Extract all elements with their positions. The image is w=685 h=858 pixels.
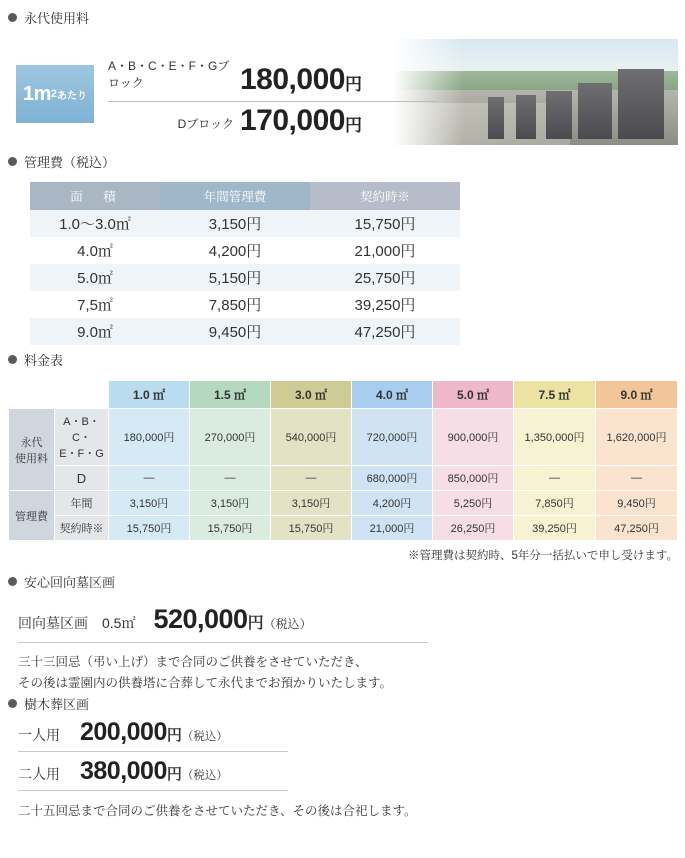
section-ekoubo <box>8 572 678 693</box>
column-header-size-6: 7.5 ㎡ <box>514 381 596 409</box>
jumokusou-tax-note-single: （税込） <box>181 731 228 743</box>
cell-value: 900,000円 <box>433 409 514 466</box>
bullet-icon <box>8 157 17 166</box>
cell-value: 3,150円 <box>190 491 271 516</box>
photo-gravestone <box>516 95 536 139</box>
table-row <box>9 516 678 541</box>
ekoubo-price-line <box>18 604 428 643</box>
table-row <box>9 409 678 466</box>
ekoubo-tax-note: （税込） <box>263 617 312 631</box>
cell-value: 270,000円 <box>190 409 271 466</box>
cell-contract: 25,750円 <box>310 264 460 291</box>
ekoubo-yen: 円 <box>247 615 264 632</box>
row-header-abcefg-line2: E・F・G <box>59 448 104 460</box>
column-header-size-4: 4.0 ㎡ <box>352 381 433 409</box>
cell-value: 3,150円 <box>109 491 190 516</box>
cell-value: — <box>109 466 190 491</box>
cell-annual: 7,850円 <box>160 291 310 318</box>
section-heading-jumoku <box>8 694 678 713</box>
cell-value: 180,000円 <box>109 409 190 466</box>
section-heading-ekou-label: 安心回向墓区画 <box>24 575 116 590</box>
cell-value: 21,000円 <box>352 516 433 541</box>
table-row <box>30 210 460 237</box>
cell-value: 680,000円 <box>352 466 433 491</box>
section-heading-eitai <box>8 8 678 27</box>
jumokusou-amount-double: 380,000 <box>80 757 167 785</box>
cell-value: — <box>271 466 352 491</box>
cell-annual: 4,200円 <box>160 237 310 264</box>
section-heading-kanri <box>8 152 678 171</box>
bullet-icon <box>8 699 17 708</box>
kanrihi-table <box>30 182 460 345</box>
table-row <box>9 491 678 516</box>
price-row-label: Dブロック <box>177 117 234 131</box>
jumokusou-amount-single: 200,000 <box>80 718 167 746</box>
eitai-price-rows <box>108 53 438 142</box>
section-heading-ekou <box>8 572 678 591</box>
price-row-amount: 180,000 <box>240 63 345 96</box>
photo-gravestone <box>618 69 664 139</box>
row-header-contract: 契約時※ <box>55 516 109 541</box>
cell-value: 15,750円 <box>190 516 271 541</box>
cell-value: — <box>190 466 271 491</box>
cell-value: 47,250円 <box>596 516 678 541</box>
section-eitai-shiyouryou <box>8 8 678 145</box>
cell-contract: 15,750円 <box>310 210 460 237</box>
jumokusou-yen-double: 円 <box>166 766 182 783</box>
table-row <box>9 466 678 491</box>
table-row <box>30 264 460 291</box>
section-heading-ryokin-label: 料金表 <box>24 353 64 368</box>
section-jumokusou <box>8 694 678 819</box>
section-heading-jumoku-label: 樹木葬区画 <box>24 697 90 712</box>
price-row-label: A・B・C・E・F・Gブロック <box>108 59 230 90</box>
price-row-yen: 円 <box>344 116 362 135</box>
ekoubo-description-line1: 三十三回忌（弔い上げ）まで合同のご供養をさせていただき、 <box>18 655 368 669</box>
cell-value: 540,000円 <box>271 409 352 466</box>
jumokusou-yen-single: 円 <box>166 727 182 744</box>
ryokin-table-note: ※管理費は契約時、5年分一括払いで申し受けます。 <box>408 550 678 562</box>
column-header-size-7: 9.0 ㎡ <box>596 381 678 409</box>
bullet-icon <box>8 13 17 22</box>
cell-annual: 5,150円 <box>160 264 310 291</box>
section-heading-eitai-label: 永代使用料 <box>24 11 90 26</box>
ryokin-table <box>8 380 678 541</box>
jumokusou-price-line-double <box>18 752 288 791</box>
price-row-amount: 170,000 <box>240 104 345 137</box>
column-header-annual: 年間管理費 <box>160 182 310 210</box>
cell-area: 5.0㎡ <box>30 264 160 291</box>
section-kanrihi <box>8 152 678 345</box>
column-header-size-1: 1.0 ㎡ <box>109 381 190 409</box>
table-row <box>30 237 460 264</box>
table-row <box>30 318 460 345</box>
section-ryokinhyou <box>8 350 678 563</box>
badge-superscript: 2 <box>50 88 58 100</box>
jumokusou-label-single: 一人用 <box>18 727 60 743</box>
cell-annual: 3,150円 <box>160 210 310 237</box>
table-header-row <box>9 381 678 409</box>
cell-value: 5,250円 <box>433 491 514 516</box>
cell-value: 9,450円 <box>596 491 678 516</box>
cell-value: 850,000円 <box>433 466 514 491</box>
cell-contract: 39,250円 <box>310 291 460 318</box>
ekoubo-label: 回向墓区画 <box>18 615 88 631</box>
row-header-abcefg-line1: A・B・C・ <box>63 416 100 444</box>
photo-gravestone <box>578 83 612 139</box>
cell-area: 1.0〜3.0㎡ <box>30 210 160 237</box>
cell-area: 9.0㎡ <box>30 318 160 345</box>
badge-main-text: 1m <box>22 82 51 105</box>
cell-value: 15,750円 <box>271 516 352 541</box>
cell-value: 720,000円 <box>352 409 433 466</box>
cell-value: 3,150円 <box>271 491 352 516</box>
section-heading-ryokin <box>8 350 678 369</box>
price-row <box>108 53 438 102</box>
eitai-body <box>8 39 678 145</box>
bullet-icon <box>8 355 17 364</box>
table-header-row <box>30 182 460 210</box>
cell-value: 39,250円 <box>514 516 596 541</box>
ekoubo-description <box>18 652 678 693</box>
cell-value: 15,750円 <box>109 516 190 541</box>
row-header-abcefg <box>55 409 109 466</box>
rowgroup-header-eitai <box>9 409 55 491</box>
row-header-annual: 年間 <box>55 491 109 516</box>
cell-annual: 9,450円 <box>160 318 310 345</box>
cell-contract: 21,000円 <box>310 237 460 264</box>
cell-area: 7,5㎡ <box>30 291 160 318</box>
header-spacer <box>55 381 109 409</box>
column-header-size-3: 3.0 ㎡ <box>271 381 352 409</box>
badge-sub-text: あたり <box>57 90 88 102</box>
photo-gravestone <box>546 91 572 139</box>
jumokusou-price-line-single <box>18 713 288 752</box>
table-row <box>30 291 460 318</box>
cell-value: — <box>514 466 596 491</box>
section-heading-kanri-label: 管理費（税込） <box>24 155 116 170</box>
bullet-icon <box>8 577 17 586</box>
cell-value: — <box>596 466 678 491</box>
rowgroup-header-kanri: 管理費 <box>9 491 55 541</box>
header-spacer <box>9 381 55 409</box>
column-header-size-5: 5.0 ㎡ <box>433 381 514 409</box>
jumokusou-tax-note-double: （税込） <box>181 770 228 782</box>
ekoubo-description-line2: その後は霊園内の供養塔に合葬して永代までお預かりいたします。 <box>18 675 393 690</box>
price-row-yen: 円 <box>344 75 362 94</box>
column-header-contract: 契約時※ <box>310 182 460 210</box>
photo-gravestone <box>488 97 504 139</box>
jumokusou-description: 二十五回忌まで合同のご供養をさせていただき、その後は合祀します。 <box>18 804 417 818</box>
price-row <box>108 102 438 142</box>
per-square-meter-badge <box>16 65 94 123</box>
jumokusou-label-double: 二人用 <box>18 766 60 782</box>
ekoubo-amount: 520,000 <box>153 604 248 634</box>
column-header-size-2: 1.5 ㎡ <box>190 381 271 409</box>
cell-value: 26,250円 <box>433 516 514 541</box>
cell-value: 7,850円 <box>514 491 596 516</box>
rowgroup-header-eitai-line2: 使用料 <box>15 452 48 465</box>
cell-contract: 47,250円 <box>310 318 460 345</box>
rowgroup-header-eitai-line1: 永代 <box>20 436 43 449</box>
cell-value: 1,350,000円 <box>514 409 596 466</box>
cell-value: 1,620,000円 <box>596 409 678 466</box>
cell-area: 4.0㎡ <box>30 237 160 264</box>
row-header-d: D <box>55 466 109 491</box>
ekoubo-area: 0.5㎡ <box>102 615 136 631</box>
cell-value: 4,200円 <box>352 491 433 516</box>
column-header-area: 面 積 <box>30 182 160 210</box>
